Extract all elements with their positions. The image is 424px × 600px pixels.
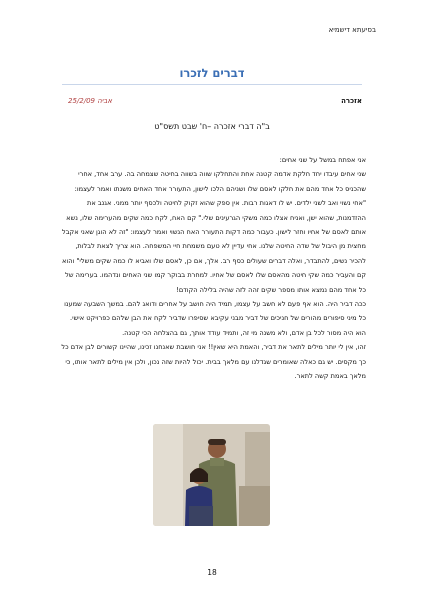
site-title: בסיעתא דישמיא xyxy=(328,26,376,34)
page-number: 18 xyxy=(207,568,217,577)
article-body xyxy=(60,153,366,384)
article-meta xyxy=(62,97,362,109)
article-category: אזכרה xyxy=(341,97,362,105)
paragraph-dvir: ככה דביר היה. הוא אף פעם לא חשב על עצמו, תמיד היה חושב על אחרים ודואג להם. במשך השבעה שמענו כל מיני סיפורים מהורים של חניכים של דביר מבני עקיבא שסיפרו שדביר לקח את הבן שלהם כפרויקט אישי. הוא היה מסור לכל בן אדם, ולא משנה מי זה, ותמיד עודד אותך, גם בהצלחה הכי קטנה. xyxy=(64,300,366,337)
paragraph-parable: שני אחים עיבדו יחד חלקת אדמה קטנה אחת והתחלקו שווה בשווה בחיטה שצמחה בה. ערב אחד, אחרי שהכניס כל אחד מהם את חלקו לאסם שלו ושניהם הלכו לישון, התעורר אחד האחים משנתו ואמר לעצמו: "אחי נשוי ואב לשני ילדים. יש לו דאגות רבות. אין ספק שהוא זקוק לחיטה ולכסף יותר ממני. אגנב את ההזדמנות, שהוא ישן, ואניח אצלו כמה משקי הגרעינים שלי." קם האח, לקח כמה שקים מהערימה שלו, נשא אותם לאסם של אחיו וחזר לישון. כעבור כמה דקות התעורר האח הנשוי ואמר לעצמו: "זה לא הוגן שאני אקבל מחצית מן היבול של שדה החיטה שלנו. אחי עדיין לא טעם משמחת חיי המשפחה. הוא צריך לצאת לבלות, להכיר נשים, להתבדר, ואלה דברים שעולים כסף רב. אלך, אם כן, לאסם שלו ואביא לו כמה שקים משלי" והוא קם והעביר כמה שקי חיטה מהאסם שלו לאסם של אחיו. למחרת בבוקר קמו שני האחים ונדהמו. בערימה של כל אחד מהם נמצא אותו מספר שקים זהה לזה שהיה בלילה הקודם! xyxy=(61,170,366,294)
article-date: אביה 25/2/09 xyxy=(68,97,113,105)
title-divider xyxy=(62,84,362,85)
paragraph-intro: אני אפתח במשל על שני אחים: xyxy=(279,156,366,164)
article-title[interactable]: דברים לזכרו xyxy=(179,66,245,80)
paragraph-closing: זהו, אין לי יותר מילים לתאר את דביר, והאמת היא שאין!! אני חושבת שאנחנו זכינו, שהיינו קשורים לבן אדם כל כך מקסים. יש גם כאלה שאומרים שגדלנו עם מלאך בבית. יכול להיות שזה נכון, ולכן אין מילים לתאר אותו, כי מלאך באמת קשה לתאר. xyxy=(61,343,366,381)
family-photo-illustration xyxy=(153,424,270,526)
family-photo xyxy=(153,424,270,526)
article-subtitle: ב"ה דברי אזכרה –ח' שבט תשס"ט xyxy=(154,122,270,131)
